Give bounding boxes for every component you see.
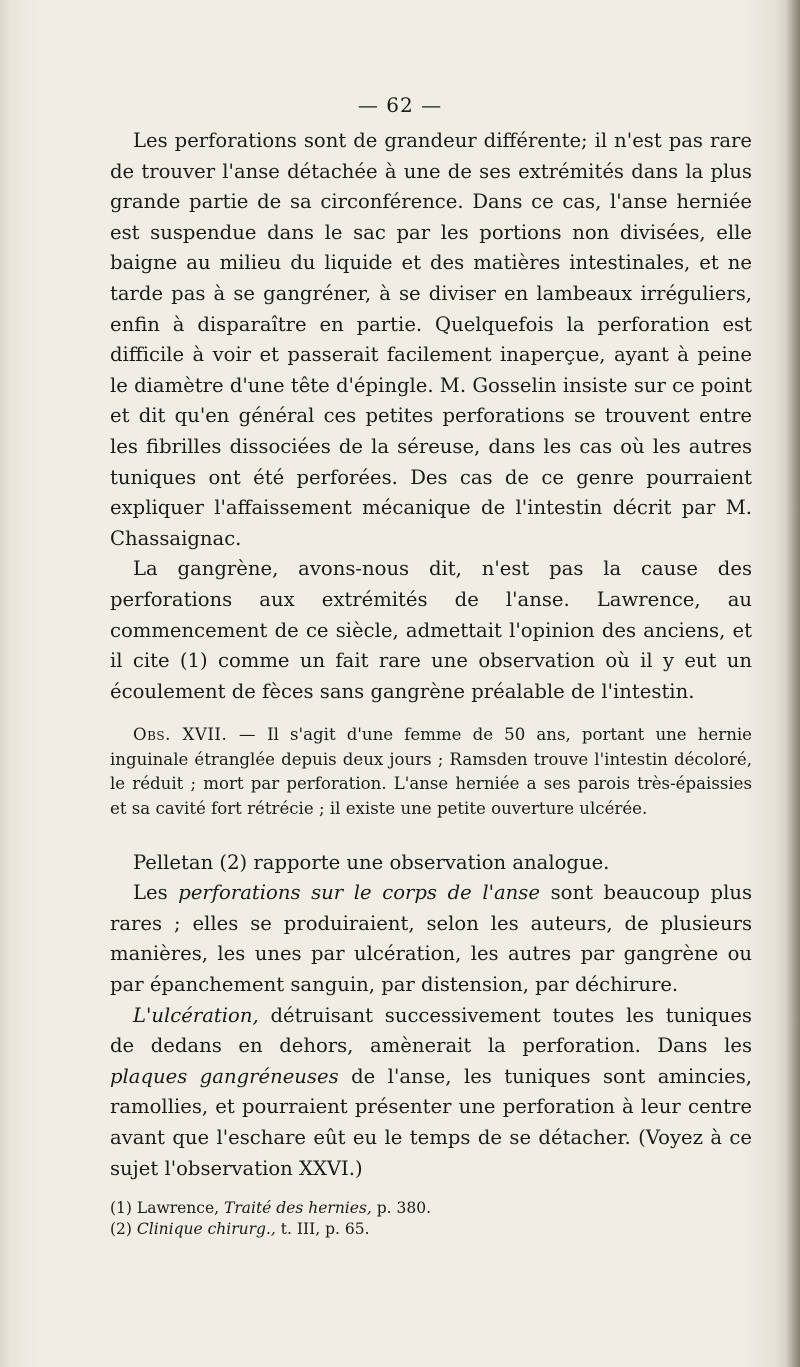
paragraph-perforations-body xyxy=(110,878,752,1000)
p5-text2: de l'anse, les tuniques sont amincies, ramollies, et pourraient présenter une perforation à leur centre avant que l'eschare eût eu le temps de se détacher. (Voyez à ce sujet l'observation XXVI.) xyxy=(110,1064,752,1180)
p5-italic2: plaques gangréneuses xyxy=(110,1064,339,1088)
p4-lead: Les xyxy=(133,881,168,905)
paragraph-perforations-size: Les perforations sont de grandeur différente; il n'est pas rare de trouver l'anse détachée à une de ses extrémités dans la plus grande partie de sa circonférence. Dans ce cas, l'anse herniée est suspendue dans le sac par les portions non divisées, elle baigne au milieu du liquide et des matières intestinales, et ne tarde pas à se gangréner, à se diviser en lambeaux irréguliers, enfin à disparaître en partie. Quelquefois la perforation est difficile à voir et passerait facilement inaperçue, ayant à peine le diamètre d'une tête d'épingle. M. Gosselin insiste sur ce point et dit qu'en général ces petites perforations se trouvent entre les fibrilles dissociées de la séreuse, dans les cas où les autres tuniques ont été perforées. Des cas de ce genre pourraient expliquer l'affaissement mécanique de l'intestin décrit par M. Chassaignac. xyxy=(110,129,752,550)
p5-text1: détruisant successivement toutes les tuniques de dedans en dehors, amènerait la perforation. Dans les xyxy=(110,1003,752,1058)
footnote-1-num: (1) xyxy=(110,1199,132,1218)
observation-text: Il s'agit d'une femme de 50 ans, portant une hernie inguinale étranglée depuis deux jours ; Ramsden trouve l'intestin décoloré, le réduit ; mort par perforation. L'anse herniée a ses parois très-épaissies et sa cavité fort rétrécie ; il existe une petite ouverture ulcérée. xyxy=(110,725,753,819)
book-spine-shadow xyxy=(786,0,800,1367)
p4-italic: perforations sur le corps de l'anse xyxy=(178,881,540,905)
observation-xvii xyxy=(110,723,752,821)
footnote-2-ref: t. III, p. 65. xyxy=(280,1220,370,1239)
footnote-2-title: Clinique chirurg., xyxy=(136,1220,276,1239)
paragraph-ulceration xyxy=(110,1001,752,1185)
footnote-1-author: Lawrence, xyxy=(136,1199,220,1218)
page-text xyxy=(110,126,752,1240)
footnote-2-num: (2) xyxy=(110,1220,132,1239)
observation-label: Obs. XVII. — xyxy=(133,725,256,745)
page-number: — 62 — xyxy=(357,93,443,117)
footnote-1-title: Traité des hernies, xyxy=(224,1199,372,1218)
p4-rest: sont beaucoup plus rares ; elles se produiraient, selon les auteurs, de plusieurs manières, les unes par ulcération, les autres par gangrène ou par épanchement sanguin, par distension, par déchirure. xyxy=(110,881,753,997)
footnotes xyxy=(110,1198,752,1240)
footnote-1 xyxy=(110,1198,752,1219)
footnote-1-ref: p. 380. xyxy=(376,1199,432,1218)
paragraph-gangrene: La gangrène, avons-nous dit, n'est pas la cause des perforations aux extrémités de l'anse. Lawrence, au commencement de ce siècle, admettait l'opinion des anciens, et il cite (1) comme un fait rare une observation où il y eut un écoulement de fèces sans gangrène préalable de l'intestin. xyxy=(110,557,752,703)
p5-italic1: L'ulcération, xyxy=(133,1003,259,1027)
footnote-2 xyxy=(110,1219,752,1240)
paragraph-pelletan: Pelletan (2) rapporte une observation analogue. xyxy=(133,850,610,874)
